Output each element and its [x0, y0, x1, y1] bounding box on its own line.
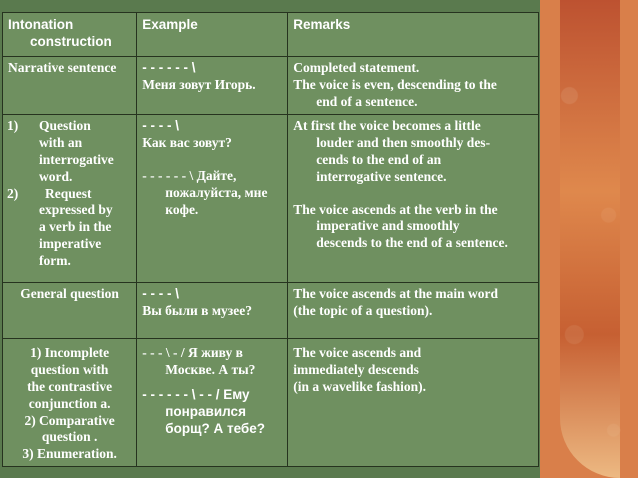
construction-text: 2) Comparative [24, 412, 115, 428]
item-line: form. [39, 253, 71, 268]
example-text: - - - \ - / Я живу в [142, 345, 243, 360]
item-line: word. [39, 168, 73, 184]
example-text: Москве. А ты? [165, 361, 256, 377]
example-text: Вы были в музее? [142, 302, 252, 318]
item-line: imperative [39, 236, 102, 252]
header-construction-line1: Intonation [8, 17, 74, 32]
construction-item [7, 118, 131, 186]
table-row [3, 339, 539, 467]
intonation-pattern: - - - - \ [142, 118, 179, 133]
construction-text: General question [20, 286, 119, 301]
example-text: Как вас зовут? [142, 134, 232, 150]
remark-line: louder and then smoothly des- [316, 134, 491, 150]
remark-line: The voice ascends at the verb in the [293, 201, 498, 217]
example-text: пожалуйста, мне [165, 184, 268, 200]
construction-text: conjunction a. [28, 395, 111, 411]
cell-construction [3, 115, 137, 283]
cell-construction [3, 57, 137, 115]
example-text: борщ? А тебе? [165, 420, 266, 436]
remark-line: (in a wavelike fashion). [293, 378, 427, 394]
remark-line: The voice ascends at the main word [293, 286, 499, 301]
construction-text: the contrastive [27, 378, 113, 394]
cell-remarks [288, 283, 539, 339]
remark-line: immediately descends [293, 361, 419, 377]
item-line: expressed by [39, 202, 113, 218]
construction-text: 1) Incomplete [30, 345, 110, 360]
table-row [3, 283, 539, 339]
construction-text: question . [41, 429, 98, 445]
intonation-pattern: - - - - - - \ - - / Ему [142, 386, 250, 402]
header-construction-line2: construction [30, 33, 112, 49]
remark-line: end of a sentence. [316, 93, 418, 109]
item-line: interrogative [39, 151, 114, 167]
decorative-accent [560, 0, 620, 478]
item-text [39, 186, 113, 270]
remark-line: The voice ascends and [293, 345, 422, 360]
cell-example [137, 115, 288, 283]
example-text: - - - - - - \ Дайте, [142, 167, 237, 183]
remark-line: descends to the end of a sentence. [316, 235, 508, 251]
header-remarks: Remarks [288, 13, 539, 57]
header-construction [3, 13, 137, 57]
cell-construction [3, 283, 137, 339]
item-line: Question [39, 118, 91, 133]
example-text: понравился [165, 403, 246, 419]
table-row [3, 115, 539, 283]
intonation-table [2, 12, 539, 467]
table-header-row [3, 13, 539, 57]
cell-remarks [288, 115, 539, 283]
intonation-pattern: - - - - \ [142, 286, 179, 301]
item-line: with an [39, 134, 83, 150]
remark-line: (the topic of a question). [293, 302, 433, 318]
construction-item [7, 186, 131, 270]
item-line: Request [45, 185, 92, 201]
example-text: Меня зовут Игорь. [142, 76, 256, 92]
cell-construction [3, 339, 137, 467]
construction-text: question with [30, 361, 109, 377]
cell-example [137, 339, 288, 467]
header-example: Example [137, 13, 288, 57]
remark-line: Completed statement. [293, 60, 420, 75]
example-text: кофе. [165, 201, 199, 217]
remark-line: imperative and smoothly [316, 218, 460, 234]
cell-example [137, 283, 288, 339]
cell-example [137, 57, 288, 115]
remark-line: At first the voice becomes a little [293, 118, 481, 133]
item-text [39, 118, 114, 186]
construction-text: Narrative sentence [8, 60, 117, 75]
construction-text: 3) Enumeration. [22, 446, 117, 462]
cell-remarks [288, 57, 539, 115]
remark-line: interrogative sentence. [316, 168, 447, 184]
remark-line: The voice is even, descending to the [293, 76, 497, 92]
cell-remarks [288, 339, 539, 467]
item-line: a verb in the [39, 219, 112, 235]
item-number: 2) [7, 185, 19, 201]
table-row [3, 57, 539, 115]
remark-line: cends to the end of an [316, 151, 442, 167]
intonation-pattern: - - - - - - \ [142, 60, 196, 75]
item-number: 1) [7, 118, 19, 133]
